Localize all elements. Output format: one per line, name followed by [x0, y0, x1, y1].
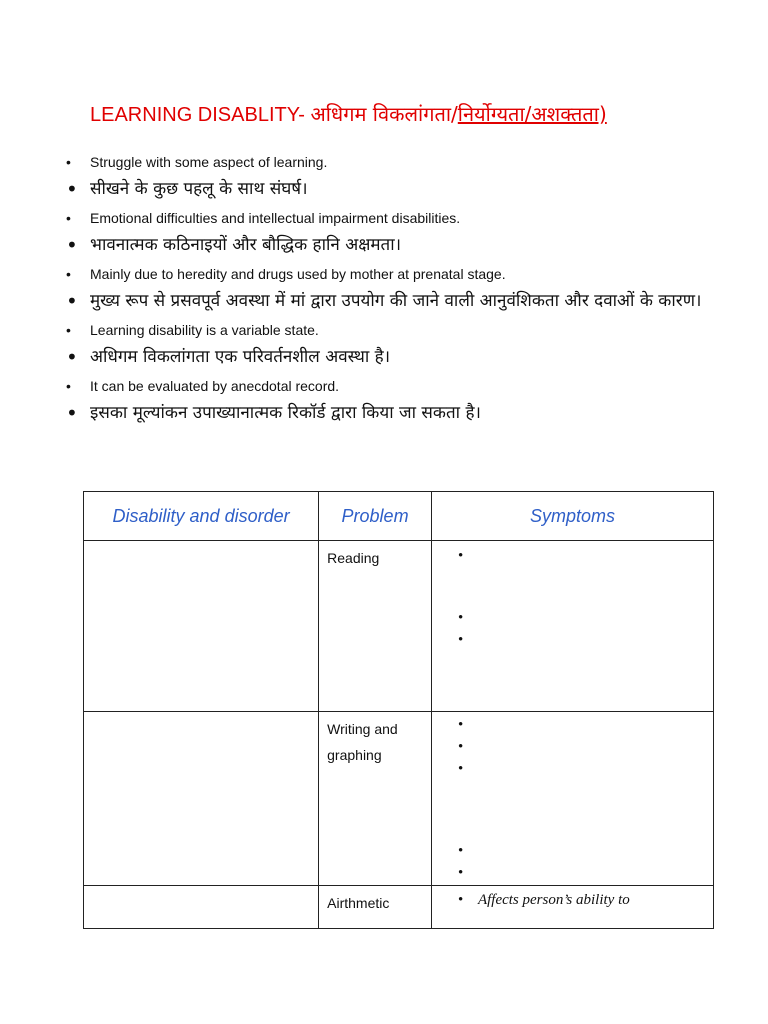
header-problem: Problem [319, 492, 432, 541]
problem-cell [319, 712, 432, 886]
header-symptoms: Symptoms [431, 492, 713, 541]
header-disability: Disability and disorder [84, 492, 319, 541]
disability-cell [84, 712, 319, 886]
symptoms-cell [431, 886, 713, 929]
table-header-row [84, 492, 714, 541]
symptom-item [432, 545, 713, 567]
symptom-item [432, 840, 713, 862]
bullet-item: • It can be evaluated by anecdotal record. [62, 376, 722, 396]
symptoms-cell [431, 541, 713, 712]
bullet-item: • Struggle with some aspect of learning. [62, 152, 722, 172]
table-row [84, 886, 714, 929]
title-english: LEARNING DISABLITY- [90, 104, 311, 126]
symptom-list [432, 541, 713, 651]
symptom-list [432, 712, 713, 884]
bullet-item: • Mainly due to heredity and drugs used by mother at prenatal stage. [62, 264, 722, 284]
bullet-item: • भावनात्मक कठिनाइयों और बौद्धिक हानि अक्षमता। [62, 228, 722, 262]
problem-label: Writing and graphing [327, 721, 398, 763]
table-row [84, 712, 714, 886]
symptom-item [432, 862, 713, 884]
bullet-item: • अधिगम विकलांगता एक परिवर्तनशील अवस्था है। [62, 340, 722, 374]
bullet-item: • Learning disability is a variable state. [62, 320, 722, 340]
problem-cell [319, 886, 432, 929]
bullet-list [62, 150, 722, 430]
bullet-item: • मुख्य रूप से प्रसवपूर्व अवस्था में मां द्वारा उपयोग की जाने वाली आनुवंशिकता और दवाओं के कारण। [62, 284, 722, 318]
problem-label: Reading [327, 550, 380, 566]
symptom-item [432, 607, 713, 629]
disability-cell [84, 541, 319, 712]
problem-label: Airthmetic [327, 895, 390, 911]
symptom-item [432, 629, 713, 651]
page-title [90, 100, 607, 127]
symptom-item [432, 736, 713, 758]
symptom-item [432, 758, 713, 780]
title-hindi-underlined: निर्योग्यता/अशक्तता) [457, 102, 607, 126]
disability-cell [84, 886, 319, 929]
disability-table [83, 491, 714, 929]
problem-cell [319, 541, 432, 712]
symptoms-cell [431, 712, 713, 886]
bullet-item: • Emotional difficulties and intellectual impairment disabilities. [62, 208, 722, 228]
symptom-item: • Affects person’s ability to [432, 889, 713, 911]
symptom-item [432, 714, 713, 736]
symptom-list [432, 886, 713, 911]
table-row [84, 541, 714, 712]
title-hindi: अधिगम विकलांगता/ [310, 102, 458, 126]
bullet-item: • इसका मूल्यांकन उपाख्यानात्मक रिकॉर्ड द्वारा किया जा सकता है। [62, 396, 722, 430]
bullet-item: • सीखने के कुछ पहलू के साथ संघर्ष। [62, 172, 722, 206]
